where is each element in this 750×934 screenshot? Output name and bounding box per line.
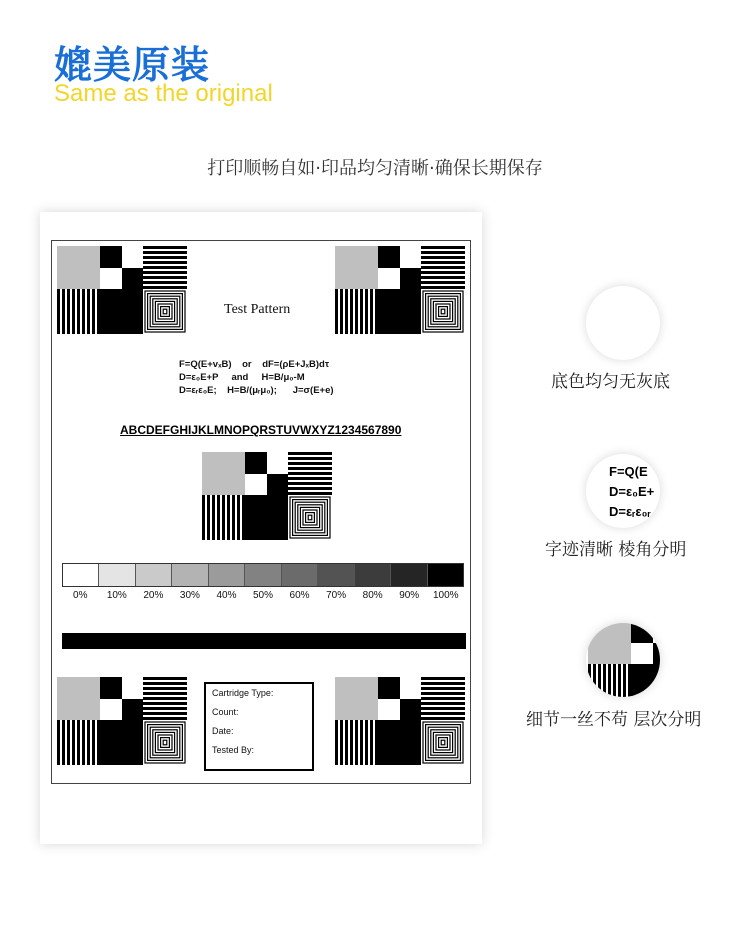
feature-label-detail: 细节一丝不苟 层次分明 (526, 710, 702, 730)
horizontal-lines-block (143, 246, 187, 289)
gray-block (335, 677, 378, 720)
grayscale-labels (62, 590, 464, 601)
grayscale-swatch (99, 564, 135, 586)
grayscale-label: 0% (73, 590, 88, 601)
test-pattern-label: Test Pattern (224, 302, 291, 317)
feature-label-clarity: 字迹清晰 棱角分明 (545, 540, 687, 560)
pattern-zoom-icon (586, 623, 660, 697)
cartridge-type-label: Cartridge Type: (212, 688, 274, 698)
checkerboard-block (378, 677, 421, 720)
grayscale-swatch (391, 564, 427, 586)
formula-zoom-icon (586, 454, 660, 528)
black-block (245, 495, 288, 540)
alphabet-line: ABCDEFGHIJKLMNOPQRSTUVWXYZ1234567890 (120, 423, 402, 437)
test-pattern-top-right (335, 246, 465, 334)
grayscale-label: 90% (399, 590, 420, 601)
checkerboard-block (378, 246, 421, 289)
black-block (100, 720, 143, 765)
grayscale-swatch (209, 564, 245, 586)
formula-line: D=εᵣε₀E; H=B/(μᵣμ₀); J=σ(E+e) (179, 385, 334, 396)
vertical-lines-block (335, 720, 378, 765)
grayscale-swatch (172, 564, 208, 586)
formula-line: F=Q(E+vₓB) or dF=(ρE+JₓB)dτ (179, 359, 330, 370)
test-pattern-bottom-left (57, 677, 187, 765)
horizontal-lines-block (421, 677, 465, 720)
grayscale-bar (62, 563, 464, 587)
vertical-lines-block (335, 289, 378, 334)
zoom-pattern (588, 623, 660, 697)
zoom-formula-line: F=Q(E (609, 464, 648, 479)
concentric-squares-block (143, 720, 187, 765)
title-en: Same as the original (54, 80, 273, 107)
test-page (40, 212, 482, 844)
tested-by-label: Tested By: (212, 745, 255, 755)
checkerboard-block (245, 452, 288, 495)
grayscale-swatch (428, 564, 463, 586)
concentric-squares-block (143, 289, 187, 334)
grayscale-label: 70% (326, 590, 347, 601)
date-label: Date: (212, 726, 234, 736)
gray-block (588, 623, 631, 664)
title-cn: 媲美原装 (54, 43, 211, 87)
black-block (378, 289, 421, 334)
grayscale-swatch (282, 564, 318, 586)
formula-line: D=ε₀E+P and H=B/μ₀-M (179, 372, 305, 383)
grayscale-swatch (245, 564, 281, 586)
concentric-squares-block (421, 289, 465, 334)
gray-block (57, 246, 100, 289)
grayscale-swatch (318, 564, 354, 586)
vertical-lines-block (588, 664, 631, 697)
grayscale-label: 100% (432, 590, 459, 601)
horizontal-lines-block (288, 452, 332, 495)
black-block (100, 289, 143, 334)
horizontal-lines-block (143, 677, 187, 720)
checkerboard-block (100, 246, 143, 289)
grayscale-swatch (136, 564, 172, 586)
grayscale-label: 60% (289, 590, 310, 601)
concentric-squares-block (288, 495, 332, 540)
black-block (631, 664, 660, 697)
cartridge-info-box (204, 682, 314, 771)
gray-block (335, 246, 378, 289)
test-pattern-center (202, 452, 332, 540)
grayscale-label: 40% (216, 590, 237, 601)
grayscale-swatch (63, 564, 99, 586)
gray-block (202, 452, 245, 495)
subtitle: 打印顺畅自如·印品均匀清晰·确保长期保存 (207, 158, 543, 179)
solid-black-bar (62, 633, 466, 649)
grayscale-label: 50% (253, 590, 274, 601)
count-label: Count: (212, 707, 239, 717)
vertical-lines-block (57, 289, 100, 334)
grayscale-label: 20% (143, 590, 164, 601)
concentric-squares-block (421, 720, 465, 765)
blank-white-icon (586, 286, 660, 360)
vertical-lines-block (202, 495, 245, 540)
grayscale-label: 10% (106, 590, 127, 601)
test-pattern-top-left (57, 246, 187, 334)
horizontal-lines-block (421, 246, 465, 289)
checkerboard-block (631, 623, 660, 664)
checkerboard-block (100, 677, 143, 720)
feature-label-uniform: 底色均匀无灰底 (551, 372, 670, 392)
zoom-formula-line: D=εᵣε₀ᵣ (609, 504, 651, 519)
grayscale-label: 30% (179, 590, 200, 601)
vertical-lines-block (57, 720, 100, 765)
test-pattern-bottom-right (335, 677, 465, 765)
black-block (378, 720, 421, 765)
grayscale-swatch (355, 564, 391, 586)
gray-block (57, 677, 100, 720)
zoom-formula-line: D=ε₀E+ (609, 484, 655, 499)
grayscale-label: 80% (362, 590, 383, 601)
